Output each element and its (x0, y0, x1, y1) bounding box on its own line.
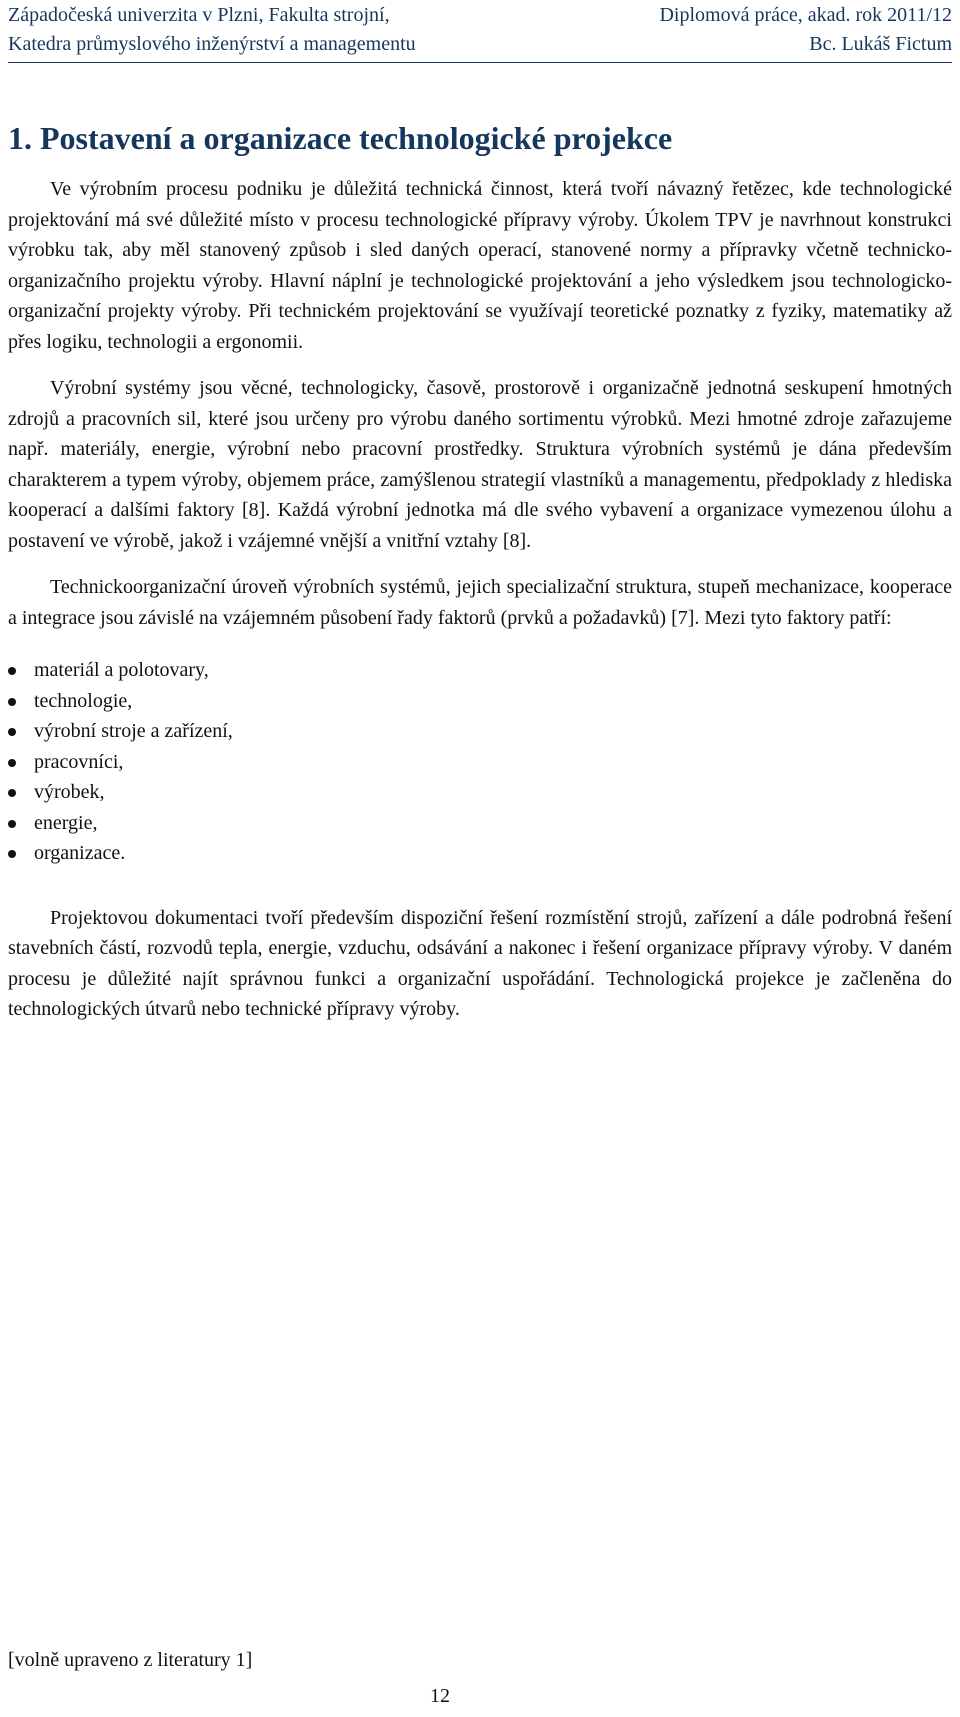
list-item-text: technologie, (34, 689, 133, 712)
list-item (8, 838, 952, 869)
header-author: Bc. Lukáš Fictum (809, 33, 952, 55)
paragraph-intro: Ve výrobním procesu podniku je důležitá technická činnost, která tvoří návazný řetězec, kde technologické projektování má své důležité místo v procesu technologické přípravy výroby. Úkolem TPV je navrhnout konstrukci výrobku tak, aby měl stanovený způsob i sled daných operací, stanovené normy a přípravky včetně technicko-organizačního projektu výroby. Hlavní náplní je technologické projektování a jeho výsledkem jsou technologicko-organizační projekty výroby. Při technickém projektování se využívají teoretické poznatky z fyziky, matematiky až přes logiku, technologii a ergonomii. (8, 178, 952, 353)
header-row-2 (8, 31, 952, 57)
bullet-icon (8, 820, 16, 828)
list-item-text: materiál a polotovary, (34, 659, 209, 681)
page-number: 12 (430, 1685, 450, 1707)
list-item (8, 808, 952, 839)
bullet-icon (8, 759, 16, 767)
list-item-text: organizace. (34, 842, 126, 864)
header-thesis-type: Diplomová práce, akad. rok 2011/12 (659, 4, 952, 26)
list-item-text: pracovníci, (34, 750, 124, 773)
paragraph-factors-intro: Technickoorganizační úroveň výrobních systémů, jejich specializační struktura, stupeň mechanizace, kooperace a integrace jsou závislé na vzájemném působení řady faktorů (prvků a požadavků) [7]. Mezi tyto faktory patří: (8, 576, 952, 629)
page-header (8, 0, 952, 63)
list-item (8, 747, 952, 778)
chapter-title: 1. Postavení a organizace technologické projekce (8, 120, 673, 156)
list-item-text: výrobek, (34, 781, 105, 803)
list-item-text: výrobní stroje a zařízení, (34, 720, 233, 742)
factors-list (8, 655, 952, 869)
list-item (8, 777, 952, 808)
bullet-icon (8, 728, 16, 736)
list-item (8, 686, 952, 717)
main-content (8, 118, 952, 1041)
header-university: Západočeská univerzita v Plzni, Fakulta strojní, (8, 4, 390, 26)
list-item (8, 716, 952, 747)
header-row-1 (8, 0, 952, 28)
bullet-icon (8, 698, 16, 706)
source-note: [volně upraveno z literatury 1] (8, 1649, 253, 1671)
paragraph-project-documentation: Projektovou dokumentaci tvoří především dispoziční řešení rozmístění strojů, zařízení a dále podrobná řešení stavebních částí, rozvodů tepla, energie, vzduchu, odsávání a nakonec i řešení organizace přípravy výroby. V daném procesu je důležité najít správnou funkci a organizační uspořádání. Technologická projekce je začleněna do technologických útvarů nebo technické přípravy výroby. (8, 906, 952, 1020)
list-item (8, 655, 952, 686)
bullet-icon (8, 667, 16, 675)
bullet-icon (8, 850, 16, 858)
bullet-icon (8, 789, 16, 797)
list-item-text: energie, (34, 811, 98, 834)
paragraph-production-systems: Výrobní systémy jsou věcné, technologicky, časově, prostorově i organizačně jednotná seskupení hmotných zdrojů a pracovních sil, které jsou určeny pro výrobu daného sortimentu výrobků. Mezi hmotné zdroje zařazujeme např. materiály, energie, výrobní nebo pracovní prostředky. Struktura výrobních systémů je dána především charakterem a typem výroby, objemem práce, zamýšlenou strategií vlastníků a managementu, předpoklady z hlediska kooperací a dalšími faktory [8]. Každá výrobní jednotka má dle svého vybavení a organizace vymezenou úlohu a postavení ve výrobě, jakož i vzájemné vnější a vnitřní vztahy [8]. (8, 377, 952, 552)
header-department: Katedra průmyslového inženýrství a managementu (8, 33, 416, 55)
